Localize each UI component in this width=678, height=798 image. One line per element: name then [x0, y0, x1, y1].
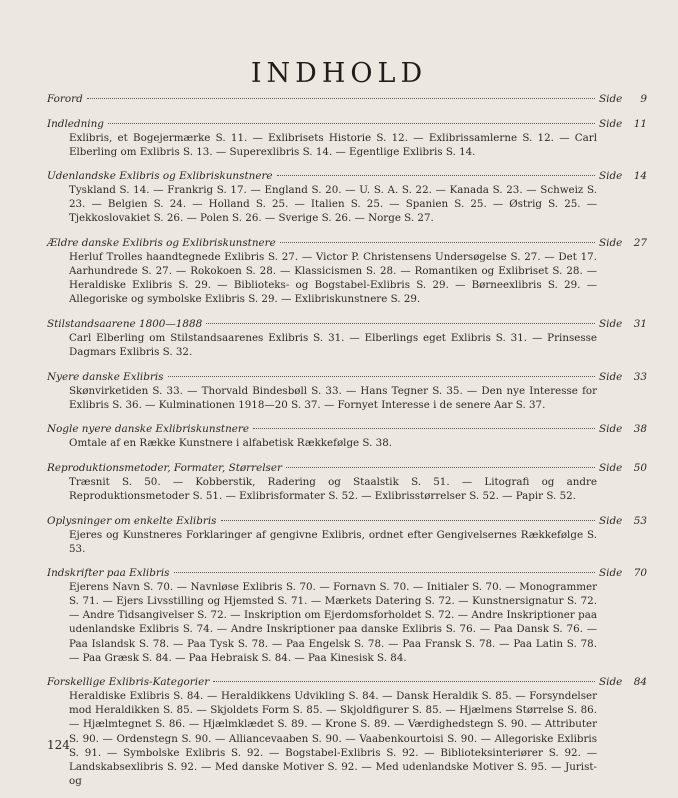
- dot-leader: [286, 467, 595, 468]
- dot-leader: [174, 572, 595, 573]
- toc-entry: [47, 117, 647, 159]
- toc-entry-page: 50: [633, 461, 647, 474]
- page-title: INDHOLD: [250, 58, 428, 90]
- dot-leader: [277, 175, 595, 176]
- toc-entry: [47, 422, 647, 450]
- toc-entry-page: 31: [633, 317, 647, 330]
- dot-leader: [221, 520, 596, 521]
- toc-entry-body: Ejerens Navn S. 70. — Navnløse Exlibris S. 70. — Fornavn S. 70. — Initialer S. 70. — Monogrammer S. 71. — Ejers Livsstilling og Hjemsted S. 71. — Mærkets Datering S. 72. — Kunstnersignatur S. 72. — Andre Tidsangivelser S. 72. — Inskription om Ejerdomsforholdet S. 72. — Andre Inskriptioner paa udenlandske Exlibris S. 74. — Andre Inskriptioner paa danske Exlibris S. 76. — Paa Dansk S. 76. — Paa Islandsk S. 78. — Paa Tysk S. 78. — Paa Engelsk S. 78. — Paa Fransk S. 78. — Paa Latin S. 78. — Paa Græsk S. 84. — Paa Hebraisk S. 84. — Paa Kinesisk S. 84.: [69, 581, 597, 664]
- toc-entry-title: Forord: [47, 93, 83, 105]
- toc-entry-title: Stilstandsaarene 1800—1888: [47, 317, 203, 330]
- side-label: Side: [599, 567, 623, 580]
- dot-leader: [108, 123, 595, 124]
- toc-entry-body: Træsnit S. 50. — Kobberstik, Radering og Staalstik S. 51. — Litografi og andre Reproduktionsmetoder S. 51. — Exlibrisformater S. 52. — Exlibrisstørrelser S. 52. — Papir S. 52.: [69, 475, 597, 502]
- toc-entry-page: 9: [640, 93, 647, 105]
- toc-entry-body: Ejeres og Kunstneres Forklaringer af gengivne Exlibris, ordnet efter Gengivelsernes Rækkefølge S. 53.: [69, 528, 597, 555]
- toc-entry: [47, 236, 647, 306]
- toc-entry-page: 27: [633, 236, 647, 249]
- toc-entry: [47, 514, 647, 556]
- dot-leader: [253, 428, 595, 429]
- toc-entry-body: Omtale af en Række Kunstnere i alfabetisk Rækkefølge S. 38.: [69, 437, 393, 450]
- toc-entry-title: Indskrifter paa Exlibris: [47, 567, 170, 580]
- toc-entry: [47, 566, 647, 665]
- toc-entry-page: 14: [633, 170, 647, 183]
- side-label: Side: [599, 423, 623, 436]
- toc-entry-body: Herluf Trolles haandtegnede Exlibris S. 27. — Victor P. Christensens Undersøgelse S. 27. — Det 17. Aarhundrede S. 27. — Rokokoen S. 28. — Klassicismen S. 28. — Romantiken og Exlibriset S. 28. — Heraldiske Exlibris S. 29. — Biblioteks- og Bogstabel-Exlibris S. 29. — Børneexlibris S. 29. — Allegoriske og symbolske Exlibris S. 29. — Exlibriskunstnere S. 29.: [69, 250, 597, 306]
- toc-entry-page: 33: [633, 370, 647, 383]
- toc-entry-title: Reproduktionsmetoder, Formater, Størrelser: [47, 461, 282, 474]
- toc-entry-page: 53: [633, 514, 647, 527]
- toc-entry: [47, 169, 647, 225]
- toc-entry-page: 38: [633, 423, 647, 436]
- page-number: 124: [47, 738, 70, 752]
- side-label: Side: [599, 370, 623, 383]
- toc-entry-title: Indledning: [47, 117, 104, 130]
- toc-entry-title: Forskellige Exlibris-Kategorier: [47, 676, 210, 689]
- toc-entry-body: Carl Elberling om Stilstandsaarenes Exlibris S. 31. — Elberlings eget Exlibris S. 31. — Prinsesse Dagmars Exlibris S. 32.: [69, 331, 597, 358]
- side-label: Side: [599, 170, 623, 183]
- table-of-contents: [47, 92, 647, 798]
- toc-entry: [47, 92, 647, 106]
- toc-entry: [47, 317, 647, 359]
- dot-leader: [206, 323, 595, 324]
- toc-entry: [47, 370, 647, 412]
- toc-entry-page: 70: [633, 567, 647, 580]
- toc-entry-title: Udenlandske Exlibris og Exlibriskunstnere: [47, 170, 273, 183]
- toc-entry: [47, 675, 647, 788]
- toc-entry-title: Ældre danske Exlibris og Exlibriskunstnere: [47, 236, 276, 249]
- side-label: Side: [599, 117, 623, 130]
- dot-leader: [213, 681, 595, 682]
- toc-entry-body: Tyskland S. 14. — Frankrig S. 17. — England S. 20. — U. S. A. S. 22. — Kanada S. 23. — Schweiz S. 23. — Belgien S. 24. — Holland S. 25. — Italien S. 25. — Spanien S. 25. — Østrig S. 25. — Tjekkoslovakiet S. 26. — Polen S. 26. — Sverige S. 26. — Norge S. 27.: [69, 184, 597, 225]
- toc-entry-page: 11: [633, 117, 647, 130]
- side-label: Side: [599, 676, 623, 689]
- toc-entry-body: Exlibris, et Bogejermærke S. 11. — Exlibrisets Historie S. 12. — Exlibrissamlerne S. 12. — Carl Elberling om Exlibris S. 13. — Superexlibris S. 14. — Egentlige Exlibris S. 14.: [69, 131, 597, 158]
- toc-entry-title: Nogle nyere danske Exlibriskunstnere: [47, 423, 250, 436]
- dot-leader: [280, 242, 595, 243]
- dot-leader: [87, 98, 595, 99]
- toc-entry-body: Skønvirketiden S. 33. — Thorvald Bindesbøll S. 33. — Hans Tegner S. 35. — Den nye Interesse for Exlibris S. 36. — Kulminationen 1918—20 S. 37. — Fornyet Interesse i de senere Aar S. 37.: [69, 384, 597, 411]
- side-label: Side: [599, 317, 623, 330]
- side-label: Side: [599, 93, 623, 105]
- side-label: Side: [599, 236, 623, 249]
- toc-entry-page: 84: [633, 676, 647, 689]
- side-label: Side: [599, 461, 623, 474]
- toc-entry: [47, 461, 647, 503]
- toc-entry-title: Nyere danske Exlibris: [47, 370, 164, 383]
- toc-entry-body: Heraldiske Exlibris S. 84. — Heraldikkens Udvikling S. 84. — Dansk Heraldik S. 85. — Forsyndelser mod Heraldikken S. 85. — Skjoldets Form S. 85. — Skjoldfigurer S. 85. — Hjælmens Størrelse S. 86. — Hjælmtegnet S. 86. — Hjælmklædet S. 89. — Krone S. 89. — Værdighedstegn S. 90. — Attributer S. 90. — Ordenstegn S. 90. — Alliancevaaben S. 90. — Vaabenkourtoisi S. 90. — Allegoriske Exlibris S. 91. — Symbolske Exlibris S. 92. — Bogstabel-Exlibris S. 92. — Biblioteksinteriører S. 92. — Landskabsexlibris S. 92. — Med danske Motiver S. 92. — Med udenlandske Motiver S. 95. — Jurist- og: [69, 690, 597, 787]
- side-label: Side: [599, 514, 623, 527]
- dot-leader: [168, 376, 595, 377]
- toc-entry-title: Oplysninger om enkelte Exlibris: [47, 514, 217, 527]
